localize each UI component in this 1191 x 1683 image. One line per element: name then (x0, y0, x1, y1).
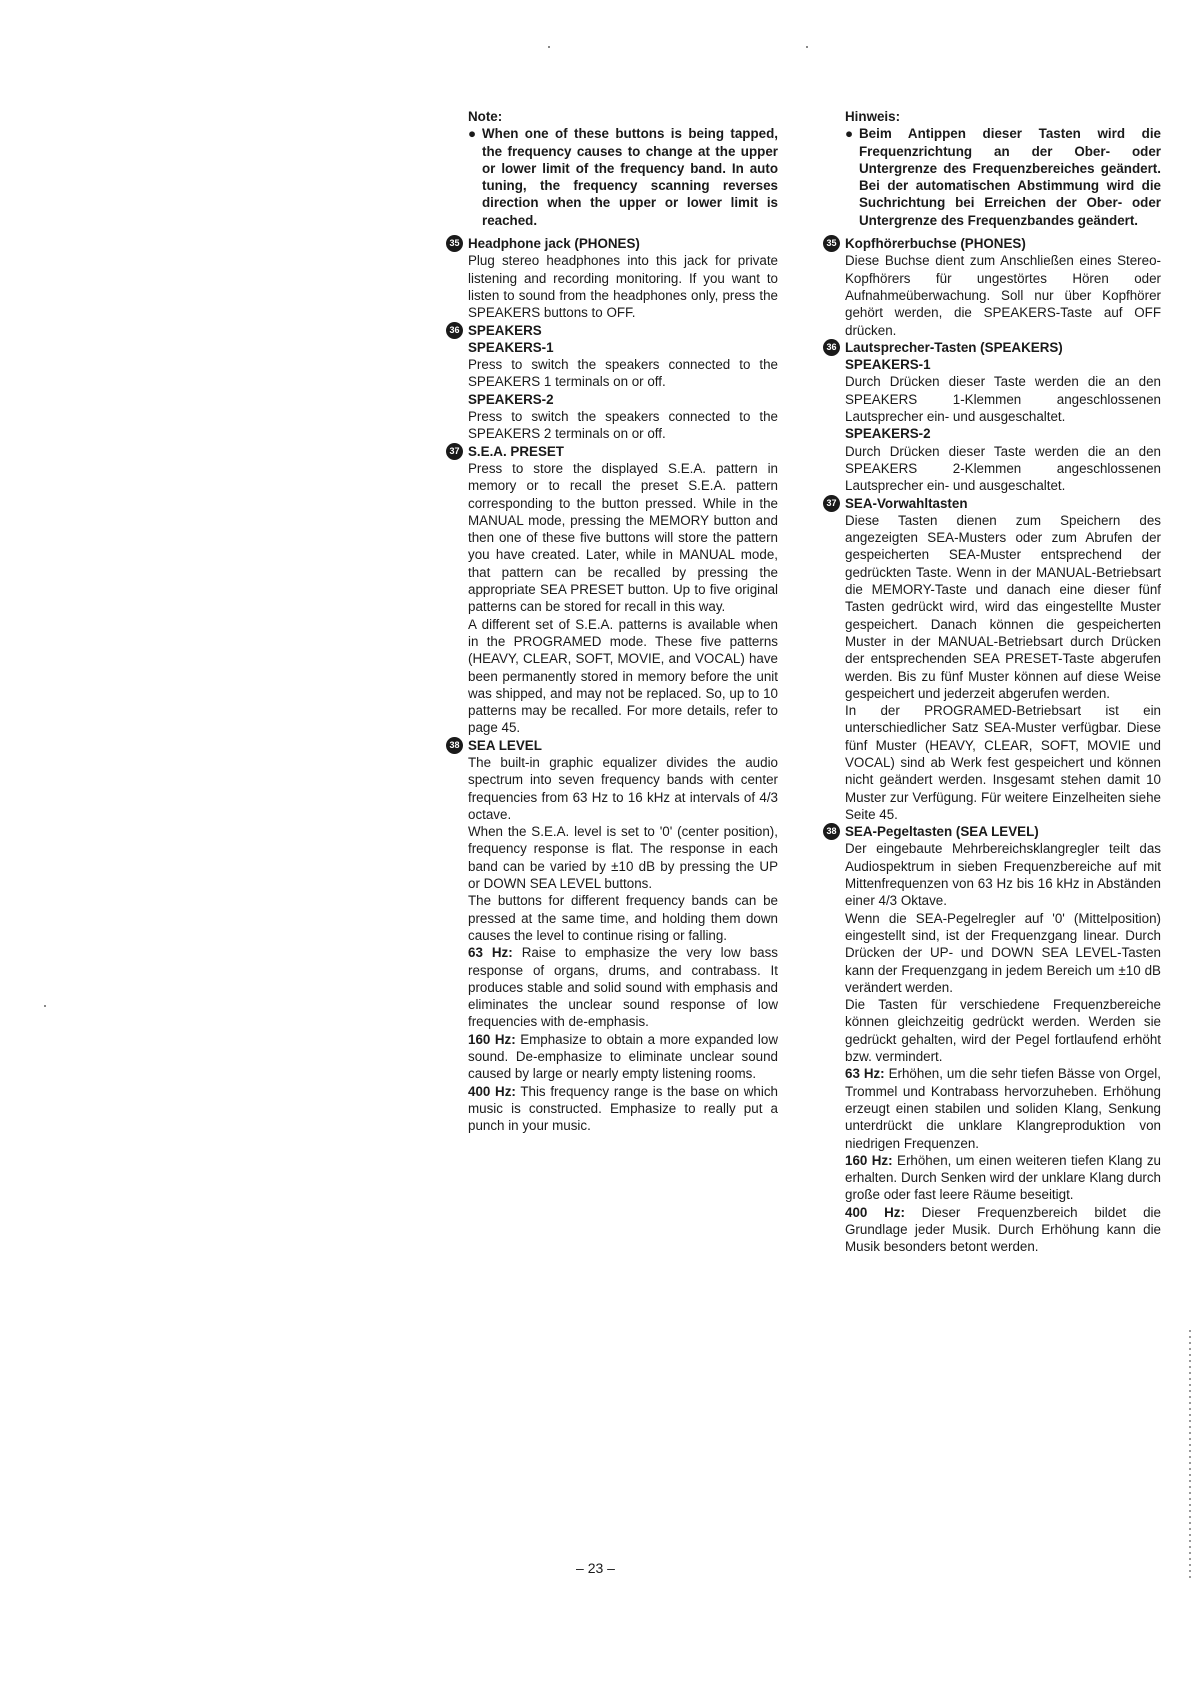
item-number-badge: 38 (823, 823, 840, 840)
item-number-badge: 35 (446, 235, 463, 252)
section-body: Plug stereo headphones into this jack for private listening and recording monitoring. If you want to listen to sound from the headphones only, press the SPEAKERS buttons to OFF. (468, 253, 778, 321)
freq-400hz: 400 Hz: Dieser Frequenzbereich bildet die Grundlage jeder Musik. Durch Erhöhung kann die Musik besonders betont werden. (845, 1204, 1161, 1255)
section-body: Wenn die SEA-Pegelregler auf '0' (Mittelposition) eingestellt sind, ist der Frequenzgang linear. Durch Drücken der UP- und DOWN SEA LEVEL-Tasten kann der Frequenzgang in jedem Bereich um ±10 dB verändert werden. (845, 910, 1161, 995)
item-number-badge: 35 (823, 235, 840, 252)
section-body: Press to switch the speakers connected to the SPEAKERS 2 terminals on or off. (468, 409, 778, 442)
section-body: Durch Drücken dieser Taste werden die an den SPEAKERS 1-Klemmen angeschlossenen Lautsprecher ein- und ausgeschaltet. (845, 374, 1161, 425)
section-body: In der PROGRAMED-Betriebsart ist ein unterschiedlicher Satz SEA-Muster verfügbar. Diese fünf Muster (HEAVY, CLEAR, SOFT, MOVIE und VOCAL) sind ab Werk fest gespeichert und können nicht geändert werden. Insgesamt stehen damit 10 Muster zur Verfügung. Für weitere Einzelheiten siehe Seite 45. (845, 703, 1161, 822)
section-sea-preset (826, 495, 1161, 824)
note-title: Note: (468, 109, 503, 124)
english-column (449, 108, 779, 1135)
section-body: Diese Tasten dienen zum Speichern des angezeigten SEA-Musters oder zum Abrufen der gespeicherten SEA-Muster entsprechend der gedrückten Taste. Wenn in der MANUAL-Betriebsart die MEMORY-Taste und danach eine dieser fünf Tasten gedrückt wird, wird das eingestellte Muster gespeichert. Danach können die gespeicherten Muster in der MANUAL-Betriebsart durch Drücken der entsprechenden SEA PRESET-Taste abgerufen werden. Bis zu fünf Muster können auf diese Weise gespeichert und jederzeit abgerufen werden. (845, 512, 1161, 701)
section-title: Lautsprecher-Tasten (SPEAKERS) (845, 339, 1063, 355)
section-sea-level (826, 823, 1161, 1255)
section-title: SPEAKERS (468, 322, 542, 338)
section-body: The built-in graphic equalizer divides the audio spectrum into seven frequency bands with center frequencies from 63 Hz to 16 kHz at intervals of 4/3 octave. (468, 754, 778, 822)
item-number-badge: 38 (446, 737, 463, 754)
bullet-icon: ● (845, 126, 854, 142)
item-number-badge: 36 (446, 322, 463, 339)
subheading: SPEAKERS-1 (845, 357, 931, 373)
freq-400hz: 400 Hz: This frequency range is the base on which music is constructed. Emphasize to really put a punch in your music. (468, 1083, 778, 1134)
section-body: Der eingebaute Mehrbereichsklangregler teilt das Audiospektrum in sieben Frequenzbereiche auf mit Mittenfrequenzen von 63 Hz bis 16 kHz in Abständen einer 4/3 Oktave. (845, 841, 1161, 909)
section-body: Die Tasten für verschiedene Frequenzbereiche können gleichzeitig gedrückt werden. Werden sie gedrückt gehalten, wird der Pegel fortlaufend erhöht bzw. vermindert. (845, 997, 1161, 1065)
item-number-badge: 37 (446, 443, 463, 460)
freq-160hz: 160 Hz: Erhöhen, um einen weiteren tiefen Klang zu erhalten. Durch Senken wird der unklare Klang durch große oder fast leere Räume beseitigt. (845, 1152, 1161, 1203)
section-title: S.E.A. PRESET (468, 443, 564, 459)
section-body: The buttons for different frequency bands can be pressed at the same time, and holding them down causes the level to continue rising or falling. (468, 893, 778, 943)
section-body: Press to store the displayed S.E.A. pattern in memory or to recall the preset S.E.A. pattern corresponding to the button pressed. While in the MANUAL mode, pressing the MEMORY button and then one of these five buttons will store the pattern you have created. Later, while in MANUAL mode, that pattern can be recalled by pressing the appropriate SEA PRESET button. Up to five original patterns can be stored for recall in this way. (468, 460, 778, 615)
section-body: Diese Buchse dient zum Anschließen eines Stereo-Kopfhörers für ungestörtes Hören oder Aufnahmeüberwachung. Soll nur über Kopfhörer gehört werden, die SPEAKERS-Taste auf OFF drücken. (845, 253, 1161, 338)
freq-160hz: 160 Hz: Emphasize to obtain a more expanded low sound. De-emphasize to eliminate unclear sound caused by large or nearly empty listening rooms. (468, 1031, 779, 1082)
item-number-badge: 36 (823, 339, 840, 356)
section-sea-level (449, 737, 779, 1135)
section-body: A different set of S.E.A. patterns is available when in the PROGRAMED mode. These five patterns (HEAVY, CLEAR, SOFT, MOVIE, and VOCAL) have been permanently stored in memory before the unit was shipped, and may not be replaced. So, up to 10 patterns may be recalled. For more details, refer to page 45. (468, 616, 778, 736)
item-number-badge: 37 (823, 495, 840, 512)
subheading: SPEAKERS-2 (468, 391, 554, 407)
section-headphone-jack (449, 235, 778, 321)
section-title: SEA-Vorwahltasten (845, 495, 968, 511)
subheading: SPEAKERS-1 (468, 339, 554, 355)
subheading: SPEAKERS-2 (845, 426, 931, 442)
section-speakers (449, 322, 778, 443)
section-title: SEA LEVEL (468, 737, 542, 753)
page-number: – 23 – (576, 1560, 615, 1576)
section-body: When the S.E.A. level is set to '0' (center position), frequency response is flat. The response in each band can be varied by ±10 dB by pressing the UP or DOWN SEA LEVEL buttons. (468, 824, 778, 892)
section-headphone-jack (826, 235, 1161, 339)
section-title: SEA-Pegeltasten (SEA LEVEL) (845, 824, 1039, 840)
freq-63hz: 63 Hz: Erhöhen, um die sehr tiefen Bässe von Orgel, Trommel und Kontrabass hervorzuheben. Erhöhung erzeugt einen stabilen und soliden Klang, Senkung unterdrückt die unklare Klangreproduktion von niedrigen Frequenzen. (845, 1066, 1161, 1151)
section-title: Kopfhörerbuchse (PHONES) (845, 236, 1026, 252)
section-sea-preset (449, 443, 778, 737)
scan-speck (806, 46, 808, 48)
note-title: Hinweis: (845, 109, 901, 124)
scan-speck (548, 46, 550, 48)
section-body: Durch Drücken dieser Taste werden die an den SPEAKERS 2-Klemmen angeschlossenen Lautsprecher ein- und ausgeschaltet. (845, 443, 1161, 494)
scan-speck (44, 1005, 46, 1007)
section-title: Headphone jack (PHONES) (468, 236, 640, 252)
section-speakers (826, 339, 1161, 495)
note-text: ● Beim Antippen dieser Tasten wird die Frequenzrichtung an der Ober- oder Untergrenze des Frequenzbereiches geändert. Bei der automatischen Abstimmung wird die Suchrichtung bei Erreichen der Ober- oder Untergrenze des Frequenzbandes geändert. (845, 126, 1161, 228)
freq-63hz: 63 Hz: Raise to emphasize the very low bass response of organs, drums, and contrabass. It produces stable and solid sound with emphasis and eliminates the unclear sound response of low frequencies with de-emphasis. (468, 945, 778, 1030)
section-body: Press to switch the speakers connected to the SPEAKERS 1 terminals on or off. (468, 357, 778, 390)
german-column (826, 108, 1161, 1256)
note-text: ● When one of these buttons is being tapped, the frequency causes to change at the upper or lower limit of the frequency band. In auto tuning, the frequency scanning reverses direction when the upper or lower limit is reached. (468, 126, 778, 228)
bullet-icon: ● (468, 126, 477, 142)
